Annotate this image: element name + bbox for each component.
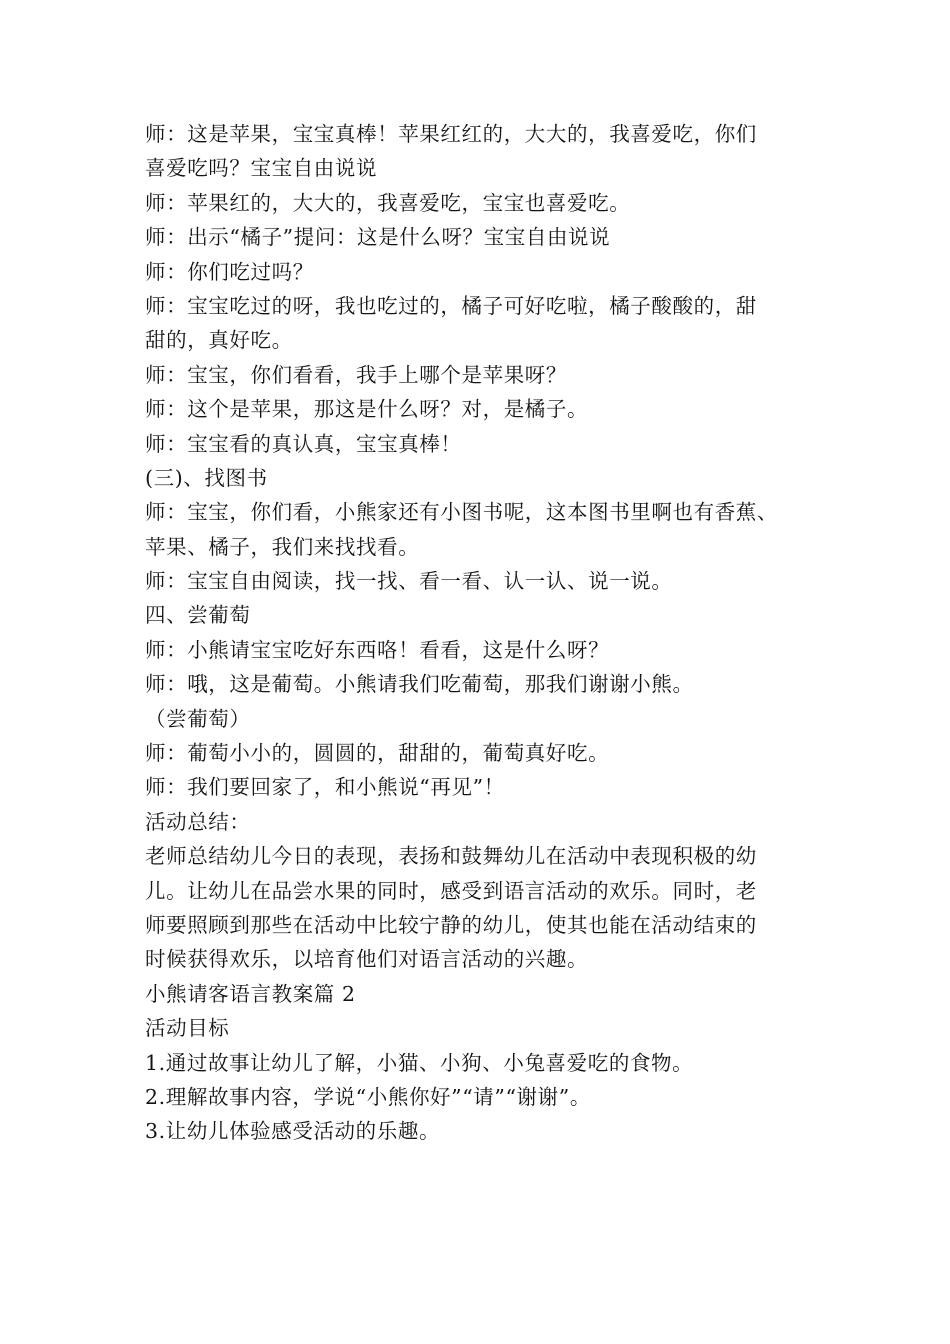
document-body: [145, 117, 835, 1149]
text-line: 甜的，真好吃。: [145, 328, 293, 353]
text-line: 师要照顾到那些在活动中比较宁静的幼儿，使其也能在活动结束的: [145, 912, 757, 937]
list-item: 2.理解故事内容，学说“小熊你好”“请”“谢谢”。: [145, 1084, 591, 1109]
text-line: 老师总结幼儿今日的表现，表扬和鼓舞幼儿在活动中表现积极的幼: [145, 844, 757, 869]
text-line: 师：宝宝，你们看，小熊家还有小图书呢，这本图书里啊也有香蕉、: [145, 500, 778, 525]
text-line: 师：宝宝看的真认真，宝宝真棒！: [145, 431, 462, 456]
text-line: 师：我们要回家了，和小熊说“再见”！: [145, 775, 505, 800]
text-line: 师：宝宝自由阅读，找一找、看一看、认一认、说一说。: [145, 569, 673, 594]
section-heading: 活动总结：: [145, 809, 251, 834]
text-line: 时候获得欢乐，以培育他们对语言活动的兴趣。: [145, 947, 589, 972]
text-line: 师：宝宝吃过的呀，我也吃过的，橘子可好吃啦，橘子酸酸的，甜: [145, 293, 757, 318]
text-line: 师：出示“橘子”提问：这是什么呀？宝宝自由说说: [145, 225, 611, 250]
text-line: 师：这个是苹果，那这是什么呀？对，是橘子。: [145, 397, 589, 422]
list-item: 3.让幼儿体验感受活动的乐趣。: [145, 1119, 441, 1144]
text-line: 师：葡萄小小的，圆圆的，甜甜的，葡萄真好吃。: [145, 741, 610, 766]
text-line: 喜爱吃吗？宝宝自由说说: [145, 156, 378, 181]
section-heading: (三)、找图书: [145, 465, 268, 490]
text-line: 儿。让幼儿在品尝水果的同时，感受到语言活动的欢乐。同时，老: [145, 878, 757, 903]
text-line: （尝葡萄）: [145, 706, 251, 731]
text-line: 师：哦，这是葡萄。小熊请我们吃葡萄，那我们谢谢小熊。: [145, 672, 694, 697]
section-heading: 小熊请客语言教案篇 2: [145, 981, 356, 1006]
text-line: 师：这是苹果，宝宝真棒！苹果红红的，大大的，我喜爱吃，你们: [145, 122, 757, 146]
section-heading: 四、尝葡萄: [145, 603, 251, 628]
text-line: 师：小熊请宝宝吃好东西咯！看看，这是什么呀？: [145, 637, 610, 662]
text-line: 师：你们吃过吗？: [145, 259, 314, 284]
list-item: 1.通过故事让幼儿了解，小猫、小狗、小兔喜爱吃的食物。: [145, 1050, 694, 1075]
text-line: 师：宝宝，你们看看，我手上哪个是苹果呀？: [145, 362, 567, 387]
section-heading: 活动目标: [145, 1016, 230, 1041]
text-line: 苹果、橘子，我们来找找看。: [145, 534, 420, 559]
text-line: 师：苹果红的，大大的，我喜爱吃，宝宝也喜爱吃。: [145, 190, 631, 215]
